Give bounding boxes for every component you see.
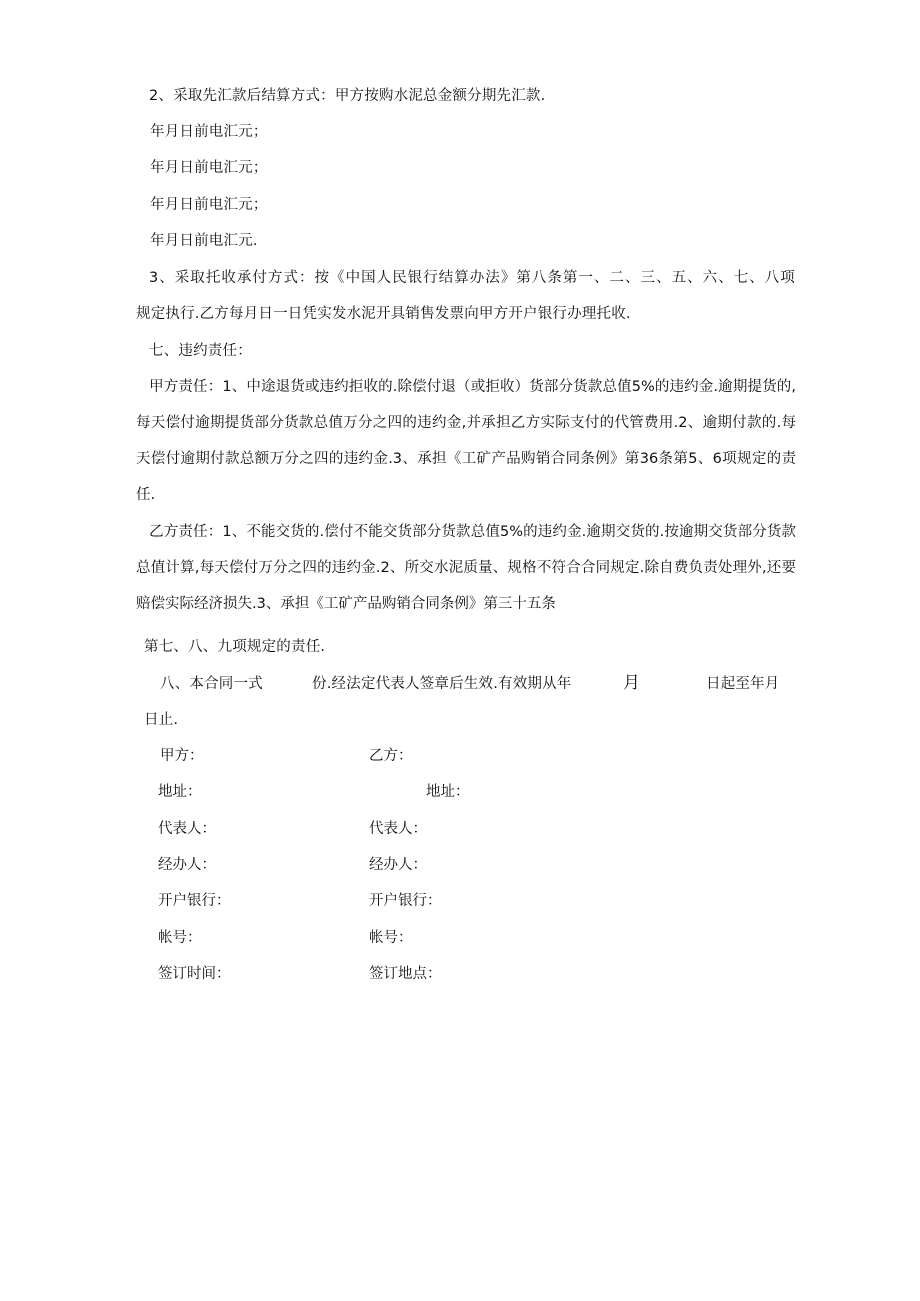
payment-method-2: 2、采取先汇款后结算方式：甲方按购水泥总金额分期先汇款.: [149, 88, 546, 104]
payment-method-3-line-2: 规定执行.乙方每月日一日凭实发水泥开具销售发票向甲方开户银行办理托收.: [136, 306, 631, 322]
party-b-name-label: 乙方：: [369, 748, 413, 764]
party-a-representative-label: 代表人：: [158, 821, 216, 837]
clause-8-part-3: 日起至年月: [706, 676, 780, 692]
remit-line-3: 年月日前电汇元；: [150, 197, 268, 213]
party-b-handler-label: 经办人：: [369, 857, 427, 873]
clause-8-part-1: 八、本合同一式: [160, 676, 263, 692]
party-a-address-label: 地址：: [158, 784, 202, 800]
clause-8-part-2: 份.经法定代表人签章后生效.有效期从年: [312, 676, 572, 692]
party-a-name-label: 甲方：: [160, 748, 204, 764]
party-b-liability-continued: 第七、八、九项规定的责任.: [144, 639, 326, 655]
party-a-liability: [136, 369, 796, 513]
clause-8-month: 月: [623, 673, 641, 693]
party-a-sign-time-label: 签订时间：: [158, 966, 231, 982]
party-b-address-label: 地址：: [426, 784, 470, 800]
party-b-account-label: 帐号：: [369, 930, 413, 946]
party-a-liability-text: 甲方责任：1、中途退货或违约拒收的.除偿付退（或拒收）货部分货款总值5%的违约金.逾期提货的,每天偿付逾期提货部分货款总值万分之四的违约金,并承担乙方实际支付的代管费用.2、逾期付款的.每天偿付逾期付款总额万分之四的违约金.3、承担《工矿产品购销合同条例》第36条第5、6项规定的责任.: [136, 379, 796, 503]
remit-line-2: 年月日前电汇元；: [150, 160, 268, 176]
party-a-bank-label: 开户银行：: [158, 893, 231, 909]
remit-line-4: 年月日前电汇元.: [150, 233, 258, 249]
liability-heading: 七、违约责任：: [149, 343, 252, 359]
party-b-bank-label: 开户银行：: [369, 893, 442, 909]
party-a-handler-label: 经办人：: [158, 857, 216, 873]
party-b-sign-place-label: 签订地点：: [369, 966, 442, 982]
party-a-account-label: 帐号：: [158, 930, 202, 946]
party-b-representative-label: 代表人：: [369, 821, 427, 837]
clause-8-part-4: 日止.: [144, 712, 179, 728]
remit-line-1: 年月日前电汇元；: [150, 124, 268, 140]
party-b-liability: [136, 514, 796, 622]
payment-method-3-line-1: 3、采取托收承付方式：按《中国人民银行结算办法》第八条第一、二、三、五、六、七、八项: [149, 270, 795, 286]
party-b-liability-text: 乙方责任：1、不能交货的.偿付不能交货部分货款总值5%的违约金.逾期交货的.按逾期交货部分货款总值计算,每天偿付万分之四的违约金.2、所交水泥质量、规格不符合合同规定.除自费负责处理外,还要赔偿实际经济损失.3、承担《工矿产品购销合同条例》第三十五条: [136, 524, 796, 612]
